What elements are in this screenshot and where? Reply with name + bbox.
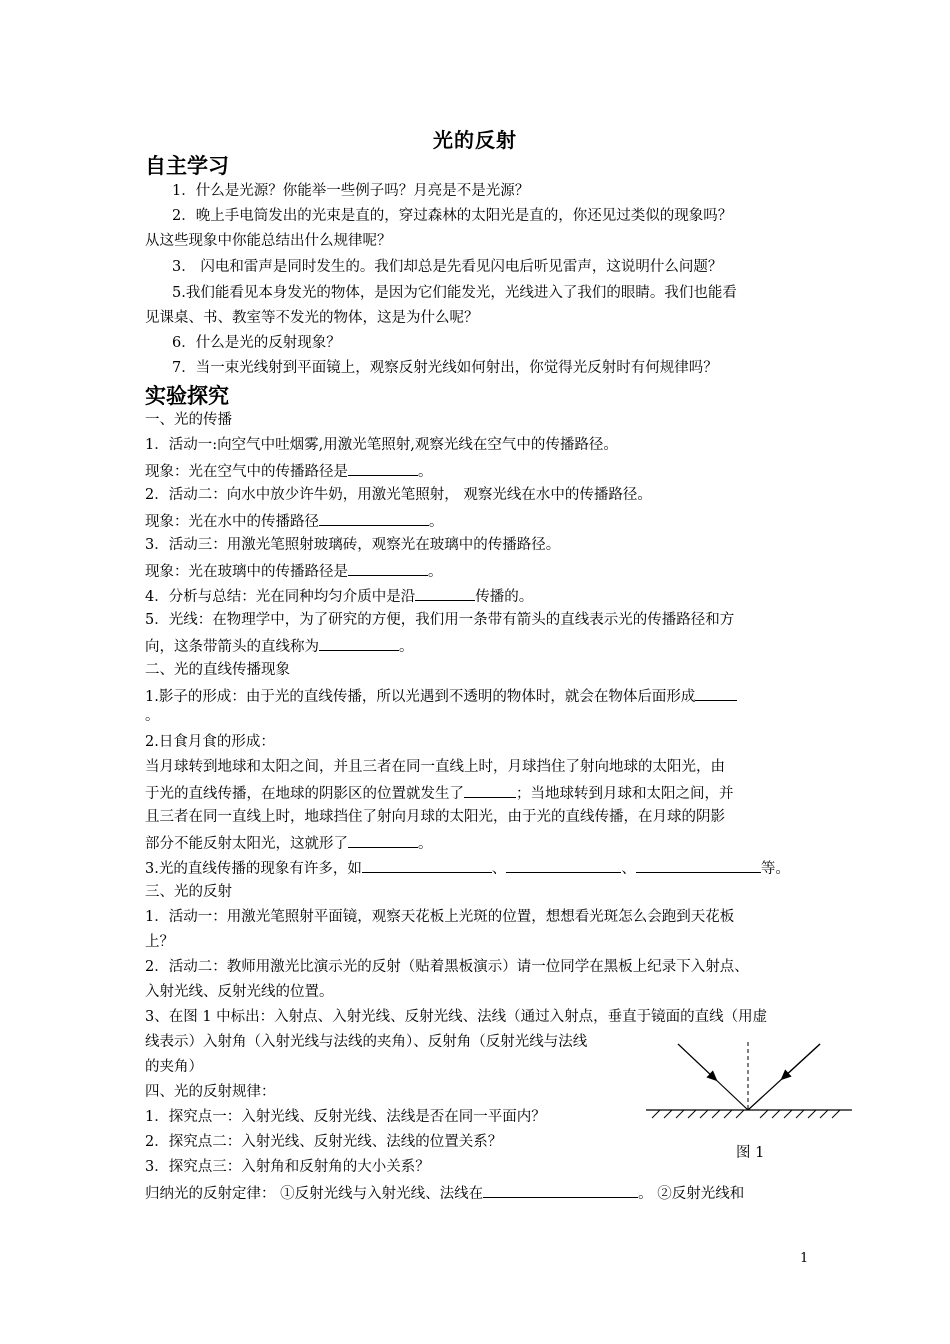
eclipse-text-3: 且三者在同一直线上时，地球挡住了射向月球的太阳光，由于光的直线传播，在月球的阴影 — [145, 809, 725, 825]
answer-blank[interactable] — [362, 857, 492, 873]
analysis-summary: 4．分析与总结：光在同种均匀介质中是沿 传播的。 — [145, 585, 533, 607]
activity-1: 1．活动一:向空气中吐烟雾,用激光笔照射,观察光线在空气中的传播路径。 — [145, 437, 618, 453]
light-ray-def-b: 向，这条带箭头的直线称为 。 — [145, 635, 414, 657]
reflection-activity-3c: 的夹角） — [145, 1059, 203, 1075]
section-heading-experiment: 实验探究 — [145, 384, 229, 408]
mirror-hatching — [652, 1110, 840, 1118]
question-5b: 见课桌、书、教室等不发光的物体，这是为什么呢？ — [145, 310, 479, 326]
heading-reflection: 三、光的反射 — [145, 884, 232, 900]
page-title: 光的反射 — [433, 128, 517, 152]
reflection-activity-2a: 2．活动二：教师用激光比演示光的反射（贴着黑板演示）请一位同学在黑板上纪录下入射点、 — [145, 959, 749, 975]
section-heading-self-study: 自主学习 — [145, 154, 229, 178]
inquiry-point-3: 3．探究点三：入射角和反射角的大小关系？ — [145, 1159, 430, 1175]
answer-blank[interactable] — [319, 510, 429, 526]
eclipse-text-2: 于光的直线传播，在地球的阴影区的位置就发生了 ；当地球转到月球和太阳之间，并 — [145, 782, 734, 804]
answer-blank[interactable] — [415, 585, 475, 601]
phenomenon-1: 现象：光在空气中的传播路径是 。 — [145, 460, 433, 482]
eclipse-text-1: 当月球转到地球和太阳之间，并且三者在同一直线上时，月球挡住了射向地球的太阳光，由 — [145, 759, 725, 775]
inquiry-point-1: 1．探究点一：入射光线、反射光线、法线是否在同一平面内？ — [145, 1109, 546, 1125]
figure-caption: 图 1 — [736, 1145, 765, 1161]
question-2b: 从这些现象中你能总结出什么规律呢？ — [145, 233, 392, 249]
reflection-diagram — [640, 1040, 860, 1140]
light-ray-def-a: 5．光线：在物理学中，为了研究的方便，我们用一条带有箭头的直线表示光的传播路径和方 — [145, 612, 735, 628]
heading-reflection-law: 四、光的反射规律： — [145, 1084, 276, 1100]
phenomenon-2: 现象：光在水中的传播路径 。 — [145, 510, 444, 532]
question-6: 6．什么是光的反射现象？ — [172, 335, 341, 351]
answer-blank[interactable] — [319, 635, 399, 651]
activity-3: 3．活动三：用激光笔照射玻璃砖，观察光在玻璃中的传播路径。 — [145, 537, 561, 553]
eclipse-heading: 2.日食月食的形成： — [145, 734, 275, 750]
shadow-formation: 1.影子的形成：由于光的直线传播，所以光遇到不透明的物体时，就会在物体后面形成 — [145, 685, 737, 707]
question-7: 7．当一束光线射到平面镜上，观察反射光线如何射出，你觉得光反射时有何规律吗？ — [172, 360, 718, 376]
page-number: 1 — [800, 1251, 809, 1266]
question-5a: 5.我们能看见本身发光的物体，是因为它们能发光，光线进入了我们的眼睛。我们也能看 — [172, 285, 737, 301]
question-1: 1．什么是光源？你能举一些例子吗？月亮是不是光源？ — [172, 183, 530, 199]
reflection-activity-3b: 线表示）入射角（入射光线与法线的夹角）、反射角（反射光线与法线 — [145, 1034, 588, 1050]
reflection-law-summary: 归纳光的反射定律： ①反射光线与入射光线、法线在 。 ②反射光线和 — [145, 1182, 744, 1204]
answer-blank[interactable] — [348, 560, 428, 576]
rectilinear-examples: 3.光的直线传播的现象有许多，如 、 、 等。 — [145, 857, 790, 879]
shadow-period: 。 — [145, 708, 160, 724]
reflection-activity-1b: 上？ — [145, 934, 174, 950]
reflection-activity-1a: 1．活动一：用激光笔照射平面镜，观察天花板上光斑的位置，想想看光斑怎么会跑到天花板 — [145, 909, 735, 925]
phenomenon-3: 现象：光在玻璃中的传播路径是 。 — [145, 560, 443, 582]
answer-blank[interactable] — [348, 832, 418, 848]
question-2a: 2．晚上手电筒发出的光束是直的，穿过森林的太阳光是直的，你还见过类似的现象吗？ — [172, 208, 733, 224]
answer-blank[interactable] — [483, 1182, 638, 1198]
reflection-activity-3a: 3、在图 1 中标出：入射点、入射光线、反射光线、法线（通过入射点，垂直于镜面的直线（用虚 — [145, 1009, 768, 1025]
answer-blank[interactable] — [348, 460, 418, 476]
answer-blank[interactable] — [464, 782, 516, 798]
heading-rectilinear: 二、光的直线传播现象 — [145, 662, 290, 678]
inquiry-point-2: 2．探究点二：入射光线、反射光线、法线的位置关系？ — [145, 1134, 503, 1150]
reflected-arrow — [784, 1044, 820, 1077]
question-3: 3． 闪电和雷声是同时发生的。我们却总是先看见闪电后听见雷声，这说明什么问题？ — [172, 259, 723, 275]
eclipse-text-4: 部分不能反射太阳光，这就形了 。 — [145, 832, 433, 854]
answer-blank[interactable] — [636, 857, 761, 873]
reflection-activity-2b: 入射光线、反射光线的位置。 — [145, 984, 334, 1000]
answer-blank[interactable] — [506, 857, 621, 873]
answer-blank[interactable] — [695, 685, 737, 701]
incident-arrow — [678, 1044, 714, 1078]
heading-propagation: 一、光的传播 — [145, 412, 232, 428]
activity-2: 2．活动二：向水中放少许牛奶，用激光笔照射， 观察光线在水中的传播路径。 — [145, 487, 652, 503]
